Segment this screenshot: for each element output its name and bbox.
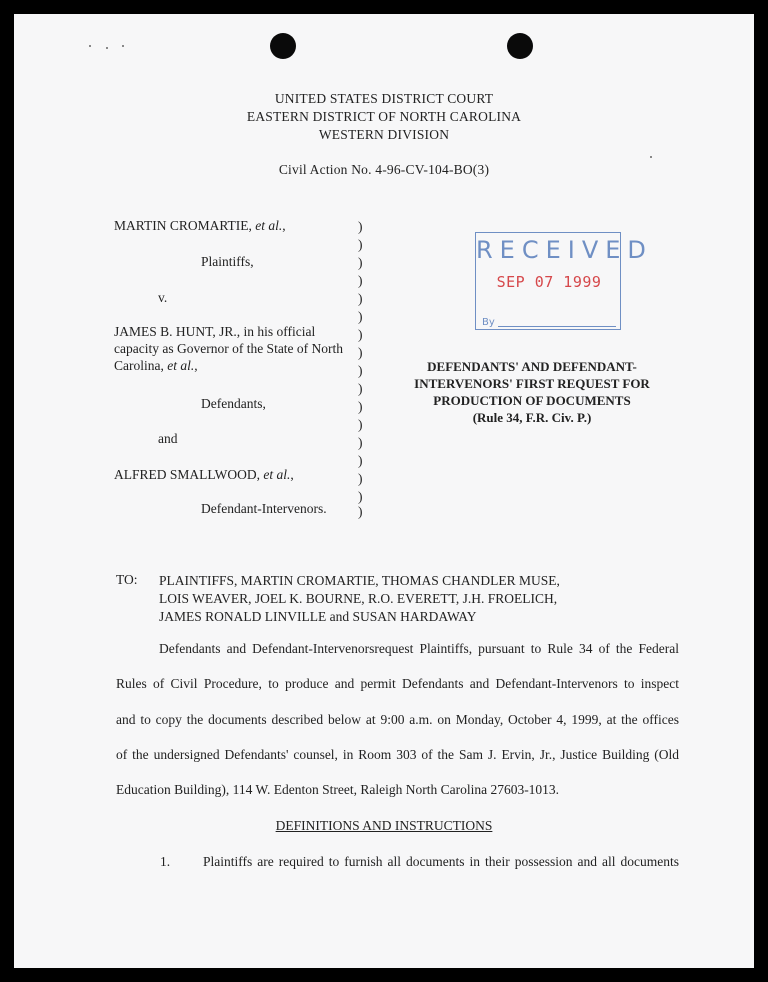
caption-paren: ) — [358, 363, 363, 378]
caption-paren: ) — [358, 237, 363, 252]
speck — [650, 156, 652, 158]
item-number: 1. — [160, 854, 171, 869]
caption-paren: ) — [358, 381, 363, 396]
punch-hole-left — [270, 33, 296, 59]
caption-paren: ) — [358, 417, 363, 432]
speck — [106, 47, 108, 49]
caption-paren: ) — [358, 471, 363, 486]
caption-paren: ) — [358, 489, 363, 504]
received-stamp — [475, 232, 653, 330]
item-1-text: Plaintiffs are required to furnish all documents in their possession and all documents — [203, 854, 679, 869]
to-label: TO: — [116, 572, 138, 587]
to-recipients: PLAINTIFFS, MARTIN CROMARTIE, THOMAS CHANDLER MUSE, LOIS WEAVER, JOEL K. BOURNE, R.O. EVERETT, J.H. FROELICH, JAMES RONALD LINVILLE and SUSAN HARDAWAY — [159, 573, 560, 624]
court-name: UNITED STATES DISTRICT COURT — [274, 91, 494, 106]
body-line-5: Education Building), 114 W. Edenton Street, Raleigh North Carolina 27603-1013. — [116, 782, 560, 797]
civil-action-number: Civil Action No. 4-96-CV-104-BO(3) — [278, 162, 490, 177]
caption-paren: ) — [358, 309, 363, 324]
document-title: DEFENDANTS' AND DEFENDANT- INTERVENORS' FIRST REQUEST FOR PRODUCTION OF DOCUMENTS (Rule 34, F.R. Civ. P.) — [414, 359, 650, 425]
caption-paren: ) — [358, 219, 363, 234]
caption-paren: ) — [358, 453, 363, 468]
caption-paren: ) — [358, 327, 363, 342]
caption-paren: ) — [358, 345, 363, 360]
versus-label: v. — [158, 290, 168, 305]
body-line-1: Defendants and Defendant-Intervenorsrequest Plaintiffs, pursuant to Rule 34 of the Federal — [159, 641, 679, 656]
stamp-signature-line — [498, 326, 616, 327]
punch-hole-right — [507, 33, 533, 59]
definitions-heading: DEFINITIONS AND INSTRUCTIONS — [275, 818, 493, 833]
caption-paren: ) — [358, 399, 363, 414]
body-line-2: Rules of Civil Procedure, to produce and permit Defendants and Defendant-Intervenors to inspect — [116, 676, 679, 691]
stamp-date: SEP 07 1999 — [496, 273, 602, 291]
caption-paren: ) — [358, 255, 363, 270]
document-page — [14, 14, 754, 968]
caption-paren: ) — [358, 291, 363, 306]
intervenors-label: Defendant-Intervenors. — [201, 501, 327, 516]
speck — [122, 45, 124, 47]
court-district: EASTERN DISTRICT OF NORTH CAROLINA — [246, 109, 522, 124]
body-line-3: and to copy the documents described below at 9:00 a.m. on Monday, October 4, 1999, at the offices — [116, 712, 679, 727]
stamp-title: RECEIVED — [476, 236, 653, 264]
plaintiffs-label: Plaintiffs, — [201, 254, 254, 269]
caption-paren: ) — [358, 504, 363, 519]
and-label: and — [158, 431, 178, 446]
stamp-by: By — [482, 317, 495, 328]
defendant-name: JAMES B. HUNT, JR., in his official capacity as Governor of the State of North Carolina, et al., — [114, 324, 344, 373]
speck — [89, 45, 91, 47]
intervenor-name: ALFRED SMALLWOOD, et al., — [114, 467, 294, 482]
court-division: WESTERN DIVISION — [318, 127, 450, 142]
body-line-4: of the undersigned Defendants' counsel, in Room 303 of the Sam J. Ervin, Jr., Justice Building (Old — [116, 747, 679, 762]
caption-paren: ) — [358, 435, 363, 450]
caption-paren: ) — [358, 273, 363, 288]
plaintiff-name: MARTIN CROMARTIE, et al., — [114, 218, 286, 233]
defendants-label: Defendants, — [201, 396, 266, 411]
